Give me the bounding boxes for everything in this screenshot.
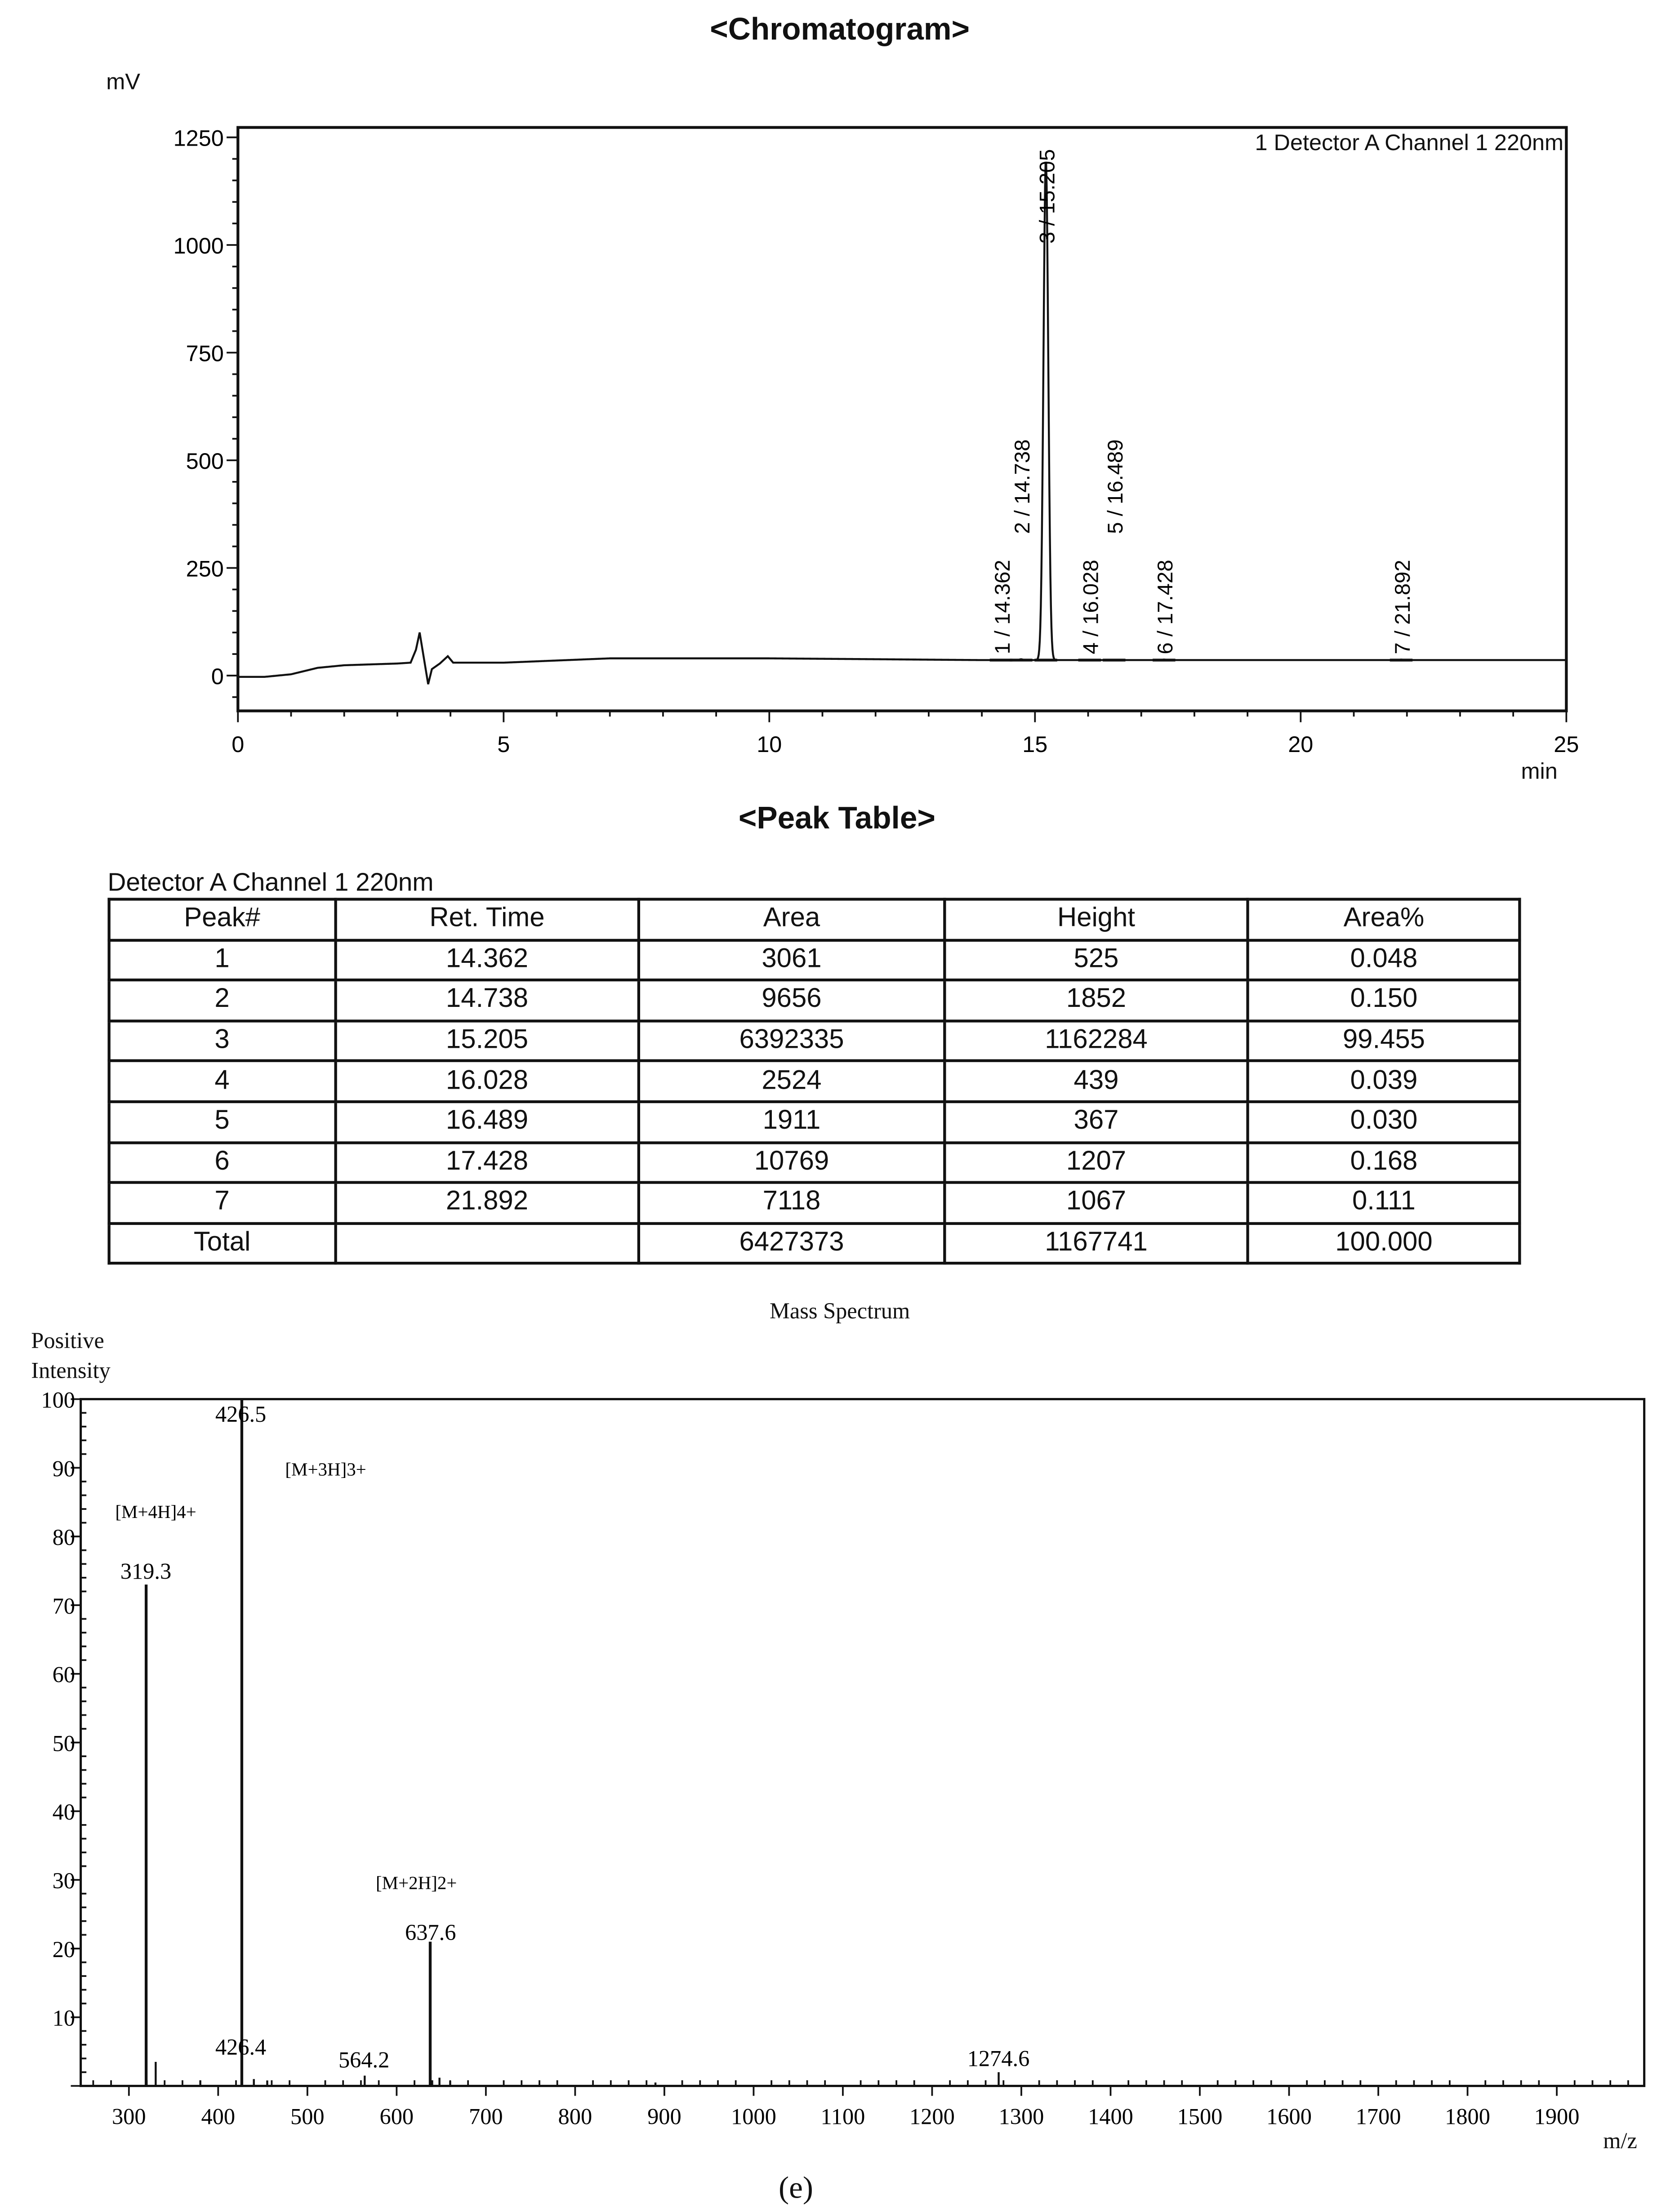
table-cell: 1852 <box>944 980 1248 1021</box>
x-tick-label: 1600 <box>1266 2104 1312 2129</box>
table-cell: 3061 <box>639 940 944 980</box>
y-tick-label: 100 <box>41 1387 75 1413</box>
x-tick-label: 1800 <box>1445 2104 1490 2129</box>
peak-label: 637.6 <box>405 1920 456 1945</box>
table-cell: 4 <box>109 1061 335 1102</box>
peak-label: 5 / 16.489 <box>1104 439 1128 534</box>
x-tick-label: 5 <box>497 731 510 757</box>
plot-frame <box>238 128 1566 711</box>
table-cell: 1207 <box>944 1142 1248 1183</box>
x-tick-label: 1500 <box>1177 2104 1223 2129</box>
x-tick-label: 1300 <box>998 2104 1044 2129</box>
table-cell: Total <box>109 1223 335 1264</box>
y-tick-label: 20 <box>52 1936 75 1962</box>
y-tick-label: 60 <box>52 1662 75 1687</box>
table-cell: 14.362 <box>335 940 639 980</box>
x-tick-label: 10 <box>757 731 782 757</box>
x-tick-label: 20 <box>1288 731 1314 757</box>
plot-frame <box>81 1399 1644 2086</box>
peak-label: 426.4 <box>215 2034 267 2060</box>
x-tick-label: 600 <box>379 2104 414 2129</box>
x-tick-label: 1000 <box>731 2104 776 2129</box>
mass-spectrum-plot <box>41 1387 1644 2129</box>
x-tick-label: 500 <box>290 2104 325 2129</box>
x-tick-label: 25 <box>1554 731 1579 757</box>
table-cell: 2524 <box>639 1061 944 1102</box>
x-tick-label: 1200 <box>909 2104 955 2129</box>
table-cell: 10769 <box>639 1142 944 1183</box>
table-cell: 0.150 <box>1248 980 1519 1021</box>
header-area-pct: Area% <box>1248 899 1519 940</box>
peak-label: 7 / 21.892 <box>1390 560 1415 654</box>
chromatogram-legend: 1 Detector A Channel 1 220nm <box>1255 131 1564 156</box>
ion-annotation: [M+2H]2+ <box>376 1873 457 1893</box>
chromatogram-trace <box>238 163 1566 684</box>
table-cell: 3 <box>109 1021 335 1061</box>
table-cell: 15.205 <box>335 1021 639 1061</box>
y-tick-label: 500 <box>186 448 224 474</box>
y-tick-label: 1000 <box>173 232 224 258</box>
y-label-line1: Positive <box>31 1330 104 1354</box>
peak-label: 319.3 <box>120 1558 172 1584</box>
table-cell: 525 <box>944 940 1248 980</box>
table-cell: 6 <box>109 1142 335 1183</box>
y-tick-label: 80 <box>52 1525 75 1550</box>
x-tick-label: 900 <box>647 2104 682 2129</box>
header-peak-num: Peak# <box>109 899 335 940</box>
figure-label: (e) <box>779 2169 813 2205</box>
table-cell: 1 <box>109 940 335 980</box>
table-cell: 6392335 <box>639 1021 944 1061</box>
peak-label: 2 / 14.738 <box>1011 439 1035 534</box>
peak-label: 4 / 16.028 <box>1079 560 1103 654</box>
table-cell: 2 <box>109 980 335 1021</box>
peak-label: 6 / 17.428 <box>1154 560 1178 654</box>
header-ret-time: Ret. Time <box>335 899 639 940</box>
y-tick-label: 50 <box>52 1731 75 1756</box>
table-cell: 6427373 <box>639 1223 944 1264</box>
x-tick-label: 15 <box>1022 731 1048 757</box>
table-cell: 99.455 <box>1248 1021 1519 1061</box>
chromatogram-title: <Chromatogram> <box>710 11 970 47</box>
x-tick-label: 0 <box>232 731 245 757</box>
x-tick-label: 1100 <box>820 2104 865 2129</box>
y-tick-label: 750 <box>186 340 224 366</box>
y-tick-label: 0 <box>211 663 224 689</box>
x-tick-label: 400 <box>201 2104 236 2129</box>
table-cell: 1911 <box>639 1102 944 1142</box>
y-tick-label: 250 <box>186 556 224 582</box>
y-tick-label: 70 <box>52 1593 75 1619</box>
table-cell: 16.028 <box>335 1061 639 1102</box>
peak-label: 1274.6 <box>967 2046 1030 2071</box>
y-label-line2: Intensity <box>31 1359 111 1384</box>
y-tick-label: 90 <box>52 1456 75 1482</box>
table-cell: 0.048 <box>1248 940 1519 980</box>
x-tick-label: 1400 <box>1088 2104 1133 2129</box>
table-cell: 0.039 <box>1248 1061 1519 1102</box>
x-tick-label: 1700 <box>1355 2104 1401 2129</box>
table-cell: 7118 <box>639 1183 944 1223</box>
chromatogram-plot <box>174 125 1579 757</box>
table-cell: 1167741 <box>944 1223 1248 1264</box>
table-cell: 0.168 <box>1248 1142 1519 1183</box>
ion-annotation: [M+4H]4+ <box>115 1502 196 1522</box>
table-cell: 0.030 <box>1248 1102 1519 1142</box>
mass-spectrum-title: Mass Spectrum <box>770 1300 910 1324</box>
x-tick-label: 1900 <box>1534 2104 1580 2129</box>
y-tick-label: 1250 <box>173 125 224 151</box>
x-tick-label: 700 <box>469 2104 503 2129</box>
peak-table-title: <Peak Table> <box>738 800 935 836</box>
header-height: Height <box>944 899 1248 940</box>
chromatogram-y-unit: mV <box>106 71 140 95</box>
table-cell: 16.489 <box>335 1102 639 1142</box>
table-cell: 5 <box>109 1102 335 1142</box>
y-tick-label: 30 <box>52 1868 75 1894</box>
table-cell: 1067 <box>944 1183 1248 1223</box>
table-cell: 1162284 <box>944 1021 1248 1061</box>
table-cell: 100.000 <box>1248 1223 1519 1264</box>
x-tick-label: 300 <box>111 2104 146 2129</box>
table-cell: 0.111 <box>1248 1183 1519 1223</box>
y-tick-label: 40 <box>52 1799 75 1825</box>
peak-table-caption: Detector A Channel 1 220nm <box>107 868 434 897</box>
table-cell: 439 <box>944 1061 1248 1102</box>
chromatogram-x-unit: min <box>1521 760 1558 785</box>
peak-label: 3 / 15.205 <box>1035 149 1060 244</box>
table-cell: 14.738 <box>335 980 639 1021</box>
mass-spectrum-x-label: m/z <box>1603 2130 1637 2154</box>
peak-label: 564.2 <box>338 2047 390 2073</box>
header-area: Area <box>639 899 944 940</box>
table-cell: 9656 <box>639 980 944 1021</box>
ion-annotation: [M+3H]3+ <box>285 1459 366 1480</box>
table-cell: 7 <box>109 1183 335 1223</box>
table-cell: 367 <box>944 1102 1248 1142</box>
x-tick-label: 800 <box>558 2104 592 2129</box>
peak-label: 1 / 14.362 <box>990 560 1015 654</box>
table-cell: 17.428 <box>335 1142 639 1183</box>
table-cell: 21.892 <box>335 1183 639 1223</box>
y-tick-label: 10 <box>52 2005 75 2031</box>
peak-label: 426.5 <box>215 1402 267 1427</box>
